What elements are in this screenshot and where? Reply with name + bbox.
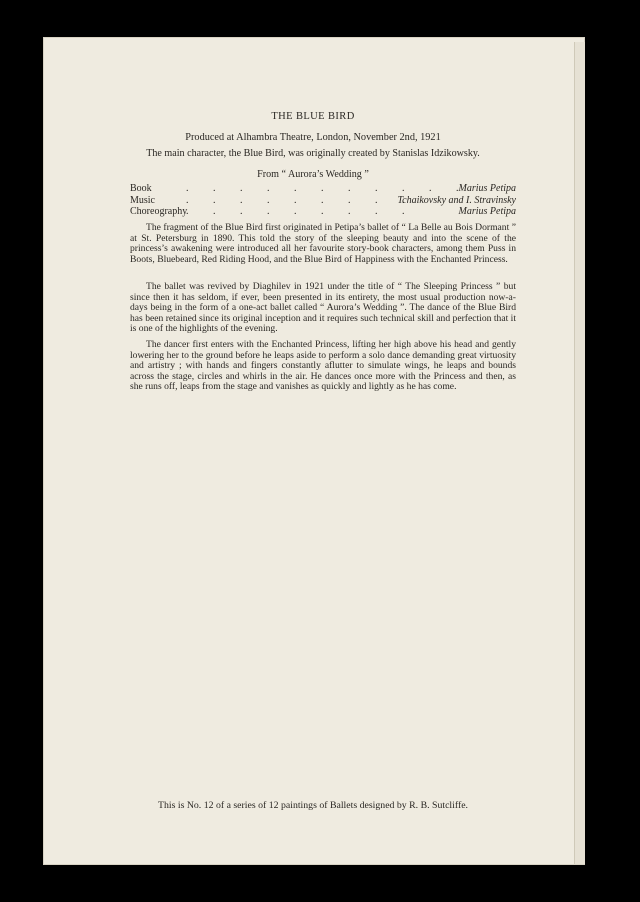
paper-sheet (44, 38, 584, 864)
credit-role: Music (130, 194, 155, 206)
source-ballet-line: From “ Aurora’s Wedding ” (257, 169, 369, 180)
credits-list (130, 183, 516, 218)
leader-dots: . . . . . . . . . (186, 194, 416, 206)
credit-name: Marius Petipa (458, 183, 516, 194)
series-footer: This is No. 12 of a series of 12 paintings of Ballets designed by R. B. Sutcliffe. (157, 800, 469, 811)
main-character-line: The main character, the Blue Bird, was originally created by Stanislas Idzikowsky. (146, 148, 480, 159)
credit-role: Book (130, 183, 152, 194)
credit-row (130, 195, 516, 207)
credit-row (130, 206, 516, 218)
paragraph-revival: The ballet was revived by Diaghilev in 1921 under the title of “ The Sleeping Princess ” but since then it has seldom, if ever, been presented in its entirety, the most usual production now-a-days being in the form of a one-act ballet called “ Aurora’s Wedding ”. The dance of the Blue Bird has been retained since its original inception and it requires such technical skill and perfection that it is one of the highlights of the evening. (130, 281, 516, 335)
leader-dots: . . . . . . . . . . . (186, 183, 470, 194)
paper-edge (574, 42, 585, 864)
credit-role: Choreography (130, 206, 188, 217)
production-line: Produced at Alhambra Theatre, London, November 2nd, 1921 (185, 132, 441, 143)
credit-name: Marius Petipa (458, 206, 516, 217)
document-title: THE BLUE BIRD (271, 111, 355, 122)
paragraph-history: The fragment of the Blue Bird first originated in Petipa’s ballet of “ La Belle au Bois Dormant ” at St. Petersburg in 1890. This told the story of the sleeping beauty and into the scene of the princess’s awakening were introduced all her favourite story-book characters, among them Puss in Boots, Bluebeard, Red Riding Hood, and the Blue Bird of Happiness with the Enchanted Princess. (130, 222, 516, 265)
paragraph-dance: The dancer first enters with the Enchanted Princess, lifting her high above his head and gently lowering her to the ground before he leaps aside to perform a solo dance demanding great virtuosity and artistry ; with hands and fingers constantly aflutter to simulate wings, he leaps and bounds across the stage, circles and whirls in the air. He dances once more with the Princess and then, as she runs off, leaps from the stage and vanishes as quickly and lightly as he has come. (130, 339, 516, 393)
leader-dots: . . . . . . . . . (186, 206, 416, 217)
credit-row (130, 183, 516, 195)
credit-name: Tchaikovsky and I. Stravinsky (397, 194, 516, 206)
